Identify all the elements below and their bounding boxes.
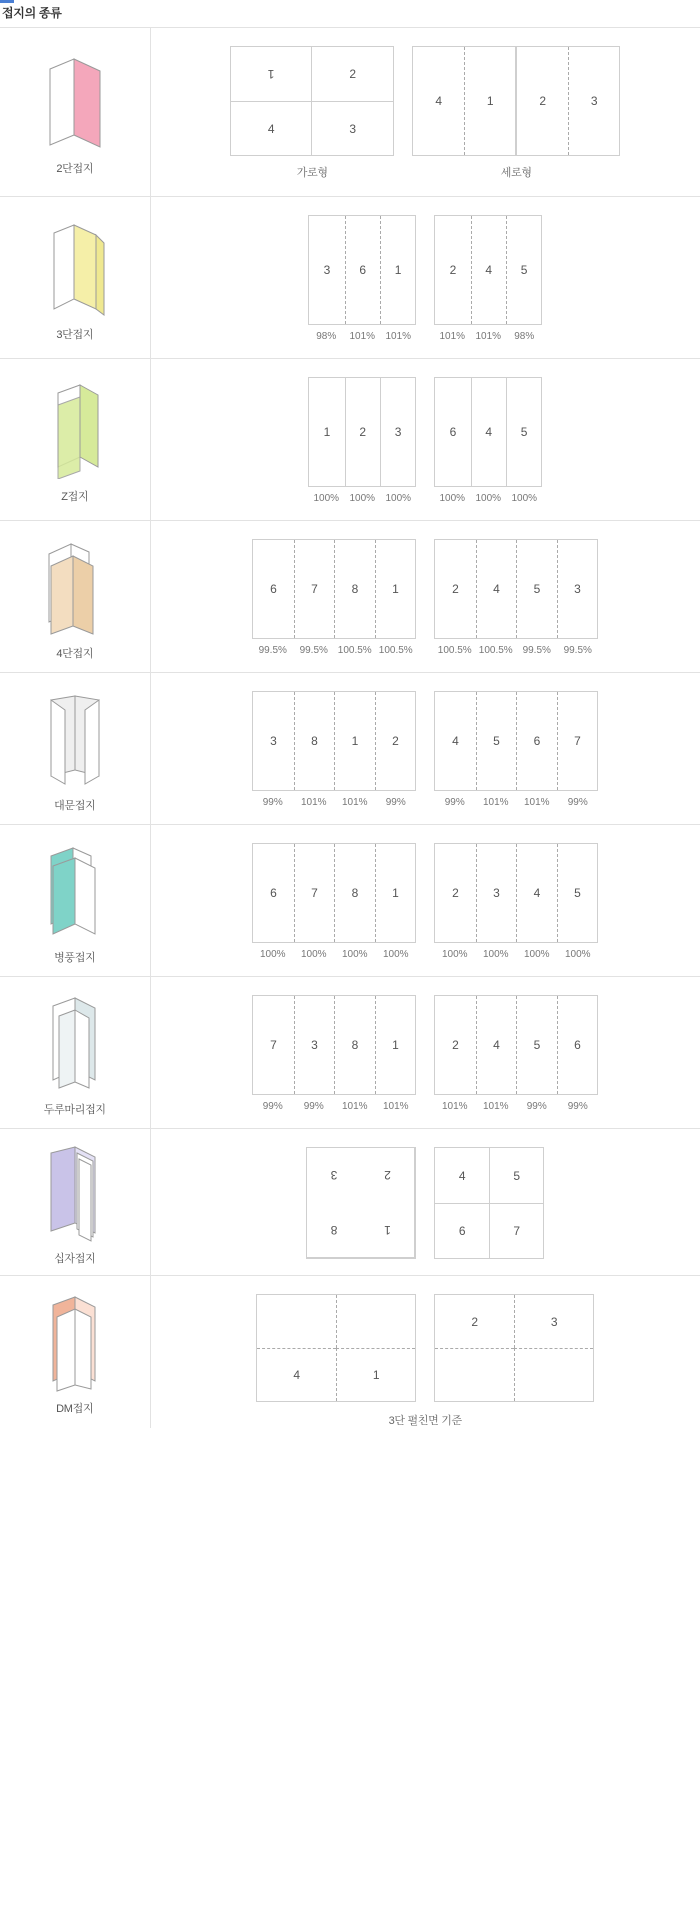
diagram-group-front <box>252 995 416 1112</box>
page-number: 2 <box>517 47 568 155</box>
panels <box>412 46 620 156</box>
page-number: 3 <box>294 996 335 1094</box>
fold-diagram-cell <box>150 673 700 825</box>
percent-label: 100.5% <box>337 645 372 656</box>
gate-fold-icon <box>0 685 150 795</box>
percent-label: 100.5% <box>378 645 413 656</box>
fold-name-label: 3단접지 <box>56 328 94 341</box>
percent-label: 101% <box>349 331 376 342</box>
percent-label: 101% <box>385 331 412 342</box>
percent-row <box>252 943 416 960</box>
page-cell <box>435 1348 514 1401</box>
fold-diagram-cell <box>150 1276 700 1429</box>
table-row <box>0 1129 700 1276</box>
fold-name-label: 십자접지 <box>54 1253 96 1265</box>
percent-label: 101% <box>439 331 466 342</box>
page-number: 3 <box>514 1295 593 1348</box>
fold-icon-cell <box>0 521 150 673</box>
page-number: 5 <box>516 996 557 1094</box>
page-number: 4 <box>231 101 311 155</box>
percent-label: 100.5% <box>478 645 513 656</box>
percent-label: 100% <box>349 493 376 504</box>
percent-label: 101% <box>441 1101 468 1112</box>
page-number: 2 <box>375 692 416 790</box>
table-row <box>0 521 700 673</box>
percent-label: 99% <box>385 797 406 808</box>
percent-row <box>252 791 416 808</box>
percent-label: 99.5% <box>258 645 287 656</box>
percent-row <box>434 943 598 960</box>
diagram-group-back <box>412 46 620 180</box>
diagram-group-back <box>434 539 598 656</box>
page-number: 6 <box>435 1203 489 1258</box>
fold-diagram-cell <box>150 359 700 521</box>
diagram-caption: 3단 펼친면 기준 <box>388 1415 462 1427</box>
page-cell <box>514 1348 593 1401</box>
page-number: 2 <box>435 540 476 638</box>
page-number: 3 <box>253 692 294 790</box>
fold-name-label: 대문접지 <box>54 799 96 812</box>
page-number: 1 <box>375 540 416 638</box>
page-number: 1 <box>334 692 375 790</box>
diagram-group-front <box>308 215 416 342</box>
two-fold-icon <box>0 48 150 158</box>
diagram-group-back <box>434 843 598 960</box>
percent-label: 101% <box>482 1101 509 1112</box>
page-number: 1 <box>380 216 415 324</box>
page-number: 3 <box>557 540 598 638</box>
page-number: 8 <box>334 844 375 942</box>
page-cell <box>336 1295 415 1348</box>
table-row <box>0 977 700 1129</box>
percent-label: 99% <box>444 797 465 808</box>
percent-label: 100% <box>441 949 468 960</box>
percent-row <box>308 487 416 504</box>
percent-label: 99.5% <box>299 645 328 656</box>
page-number: 8 <box>334 540 375 638</box>
page-number: 5 <box>557 844 598 942</box>
page-number: 6 <box>345 216 380 324</box>
fold-name-label: 병풍접지 <box>54 951 96 964</box>
fold-name-label: DM접지 <box>56 1403 94 1415</box>
fold-icon-cell <box>0 1129 150 1276</box>
percent-label: 99% <box>262 797 283 808</box>
percent-label: 99.5% <box>563 645 592 656</box>
page-number: 3 <box>380 378 415 486</box>
percent-label: 100% <box>564 949 591 960</box>
z-fold-icon <box>0 376 150 486</box>
page-number: 1 <box>361 1203 415 1258</box>
page-title: 접지의 종류 <box>2 6 62 20</box>
percent-label: 100% <box>482 949 509 960</box>
page-number: 4 <box>476 996 517 1094</box>
percent-label: 101% <box>482 797 509 808</box>
dm-fold-icon <box>0 1288 150 1398</box>
page-number: 8 <box>307 1203 361 1258</box>
page-number: 5 <box>516 540 557 638</box>
page-number: 3 <box>476 844 517 942</box>
percent-label: 99% <box>303 1101 324 1112</box>
fold-name-label: 2단접지 <box>56 163 94 175</box>
page-number: 4 <box>257 1348 336 1401</box>
diagram-group-back <box>434 1147 544 1259</box>
percent-row <box>252 1095 416 1112</box>
diagram-group-front <box>306 1147 416 1259</box>
page-number: 5 <box>506 378 541 486</box>
fold-icon-cell <box>0 673 150 825</box>
percent-label: 100% <box>475 493 502 504</box>
table-row <box>0 28 700 197</box>
page-number: 3 <box>568 47 619 155</box>
page-number: 6 <box>253 844 294 942</box>
page-number: 7 <box>489 1203 543 1258</box>
diagram-group-front <box>252 539 416 656</box>
diagram-group-front <box>230 46 394 180</box>
diagram-group-back <box>434 995 598 1112</box>
fold-diagram-cell <box>150 825 700 977</box>
page-number: 2 <box>312 47 393 101</box>
page-number: 2 <box>345 378 380 486</box>
table-row <box>0 197 700 359</box>
page-number: 1 <box>309 378 344 486</box>
page-number: 2 <box>435 844 476 942</box>
fold-icon-cell <box>0 825 150 977</box>
fold-diagram-cell <box>150 977 700 1129</box>
page-number: 7 <box>294 844 335 942</box>
percent-label: 99% <box>262 1101 283 1112</box>
page-number: 6 <box>435 378 470 486</box>
page-number: 6 <box>253 540 294 638</box>
diagram-group-back <box>434 1294 594 1402</box>
table-row <box>0 825 700 977</box>
page-number: 8 <box>294 692 335 790</box>
accordion-fold-icon <box>0 837 150 947</box>
page-number: 3 <box>309 216 344 324</box>
percent-label: 100% <box>313 493 340 504</box>
percent-label: 101% <box>300 797 327 808</box>
group-label: 세로형 <box>500 167 532 179</box>
percent-label: 100% <box>341 949 368 960</box>
diagram-group-back <box>434 215 542 342</box>
percent-row <box>434 487 542 504</box>
fold-types-table <box>0 27 700 1428</box>
percent-label: 99% <box>526 1101 547 1112</box>
percent-label: 101% <box>341 1101 368 1112</box>
page-number: 1 <box>336 1348 415 1401</box>
fold-icon-cell <box>0 359 150 521</box>
page-number: 2 <box>361 1148 415 1203</box>
page-number: 1 <box>231 47 311 101</box>
percent-label: 100% <box>385 493 412 504</box>
page-number: 2 <box>435 216 470 324</box>
page-cell <box>257 1295 336 1348</box>
page-number: 6 <box>516 692 557 790</box>
table-row <box>0 1276 700 1429</box>
page-number: 2 <box>435 1295 514 1348</box>
fold-name-label: Z접지 <box>61 490 89 503</box>
percent-row <box>434 325 542 342</box>
title-accent-bar <box>0 0 14 3</box>
page-number: 1 <box>464 47 515 155</box>
fold-icon-cell <box>0 977 150 1129</box>
percent-label: 100% <box>511 493 538 504</box>
roll-fold-icon <box>0 989 150 1099</box>
fold-icon-cell <box>0 1276 150 1429</box>
fold-diagram-cell <box>150 1129 700 1276</box>
table-row <box>0 359 700 521</box>
page-number: 8 <box>334 996 375 1094</box>
percent-label: 100% <box>439 493 466 504</box>
table-row <box>0 673 700 825</box>
fold-name-label: 4단접지 <box>56 647 94 660</box>
fold-diagram-cell <box>150 521 700 673</box>
percent-label: 99% <box>567 1101 588 1112</box>
percent-label: 101% <box>341 797 368 808</box>
page-number: 2 <box>435 996 476 1094</box>
diagram-group-front <box>308 377 416 504</box>
percent-label: 98% <box>514 331 535 342</box>
page-number: 5 <box>476 692 517 790</box>
group-label: 가로형 <box>296 167 328 179</box>
page-number: 3 <box>307 1148 361 1203</box>
percent-label: 100% <box>259 949 286 960</box>
page-number: 7 <box>253 996 294 1094</box>
fold-diagram-cell <box>150 197 700 359</box>
percent-label: 100% <box>382 949 409 960</box>
percent-label: 101% <box>382 1101 409 1112</box>
page-number: 7 <box>557 692 598 790</box>
page-number: 4 <box>413 47 464 155</box>
percent-label: 99% <box>567 797 588 808</box>
diagram-group-back <box>434 691 598 808</box>
percent-row <box>434 791 598 808</box>
panels <box>230 46 394 156</box>
page-number: 4 <box>471 378 506 486</box>
page-number: 1 <box>375 996 416 1094</box>
percent-row <box>252 639 416 656</box>
diagram-group-back <box>434 377 542 504</box>
percent-row <box>308 325 416 342</box>
four-fold-icon <box>0 533 150 643</box>
percent-label: 100% <box>300 949 327 960</box>
percent-label: 101% <box>475 331 502 342</box>
page-number: 6 <box>557 996 598 1094</box>
percent-label: 100.5% <box>437 645 472 656</box>
page-number: 4 <box>476 540 517 638</box>
three-fold-icon <box>0 214 150 324</box>
percent-label: 99.5% <box>522 645 551 656</box>
percent-row <box>434 1095 598 1112</box>
diagram-group-front <box>252 691 416 808</box>
page-number: 4 <box>435 692 476 790</box>
page-number: 7 <box>294 540 335 638</box>
percent-label: 101% <box>523 797 550 808</box>
diagram-group-front <box>256 1294 416 1402</box>
page-number: 1 <box>375 844 416 942</box>
fold-name-label: 두루마리접지 <box>43 1103 106 1116</box>
page-number: 4 <box>516 844 557 942</box>
diagram-group-front <box>252 843 416 960</box>
page-number: 4 <box>435 1148 489 1203</box>
percent-label: 100% <box>523 949 550 960</box>
fold-icon-cell <box>0 197 150 359</box>
percent-label: 98% <box>316 331 337 342</box>
page-number: 4 <box>471 216 506 324</box>
fold-icon-cell <box>0 28 150 197</box>
page-number: 5 <box>506 216 541 324</box>
fold-diagram-cell <box>150 28 700 197</box>
page-number: 5 <box>489 1148 543 1203</box>
percent-row <box>434 639 598 656</box>
cross-fold-icon <box>0 1138 150 1248</box>
page-number: 3 <box>312 101 393 155</box>
